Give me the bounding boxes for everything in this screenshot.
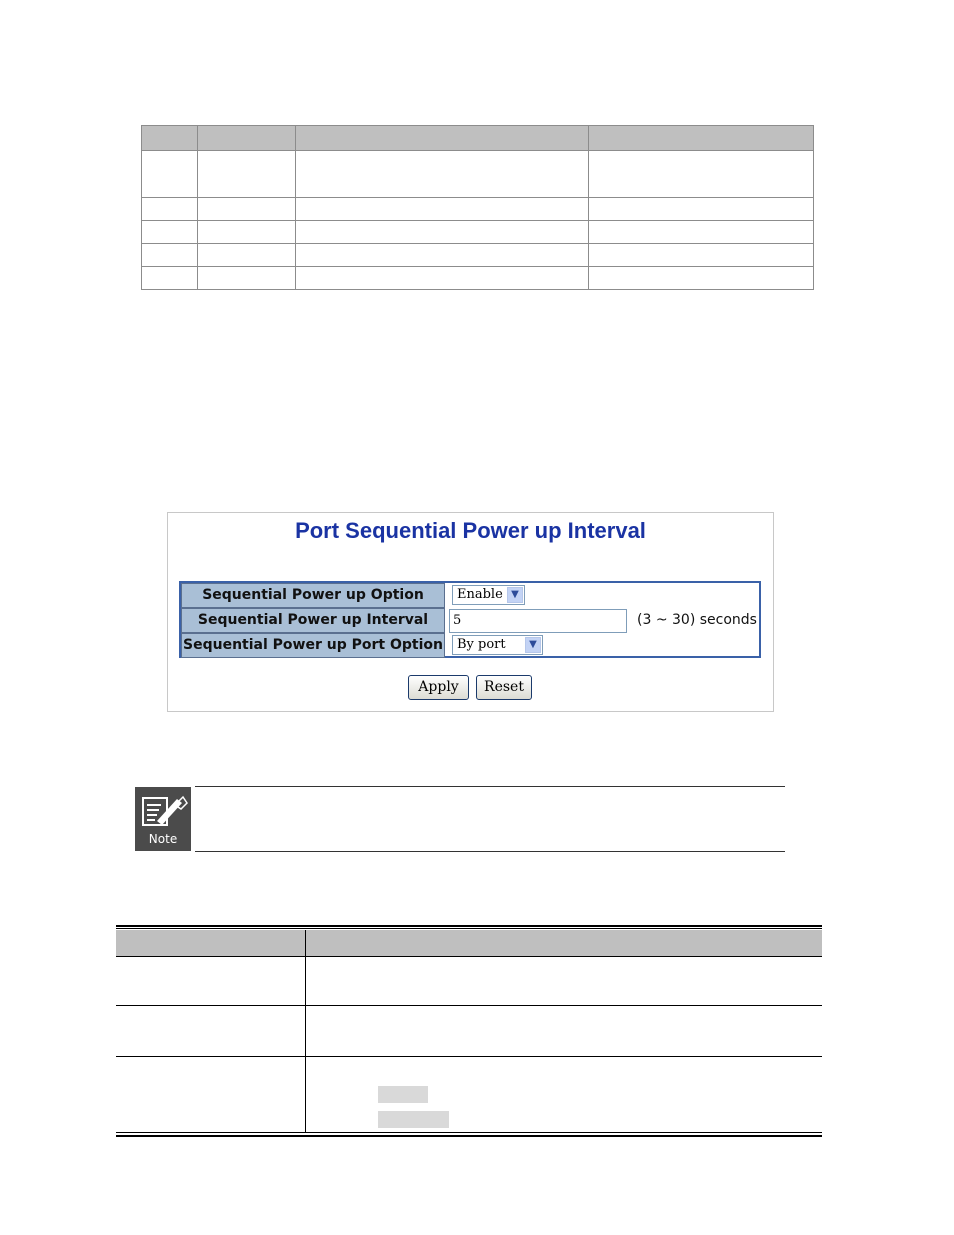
port-option-row bbox=[181, 633, 759, 658]
interval-label: Sequential Power up Interval bbox=[181, 608, 445, 633]
header-bottom-rule bbox=[116, 956, 822, 957]
column-divider bbox=[305, 930, 306, 1133]
interval-input[interactable]: 5 bbox=[449, 609, 627, 633]
interval-unit: (3 ~ 30) seconds bbox=[637, 612, 757, 628]
option-select[interactable] bbox=[452, 585, 525, 605]
table-row bbox=[142, 244, 814, 267]
description-table bbox=[116, 925, 822, 1137]
note-icon bbox=[135, 787, 191, 851]
option-select-value: Enable bbox=[457, 587, 503, 602]
config-table bbox=[179, 581, 761, 658]
table-row bbox=[142, 151, 814, 198]
description-table-header bbox=[116, 930, 822, 956]
row-divider bbox=[116, 1005, 822, 1006]
chevron-down-icon: ▼ bbox=[507, 587, 523, 603]
reset-button[interactable]: Reset bbox=[476, 675, 532, 700]
table-top-rule bbox=[116, 925, 822, 929]
table-row bbox=[142, 198, 814, 221]
highlight-mark bbox=[378, 1111, 449, 1128]
note-icon-label: Note bbox=[148, 832, 178, 846]
table-bottom-rule bbox=[116, 1132, 822, 1137]
port-option-select[interactable] bbox=[452, 635, 543, 655]
note-top-rule bbox=[195, 786, 785, 787]
option-label: Sequential Power up Option bbox=[181, 583, 445, 608]
row-divider bbox=[116, 1056, 822, 1057]
table-row bbox=[142, 267, 814, 290]
chevron-down-icon: ▼ bbox=[525, 637, 541, 653]
note-bottom-rule bbox=[195, 851, 785, 852]
interval-row bbox=[181, 608, 759, 633]
table-row bbox=[142, 221, 814, 244]
highlight-mark bbox=[378, 1086, 428, 1103]
panel-title: Port Sequential Power up Interval bbox=[295, 518, 646, 543]
option-row bbox=[181, 583, 759, 608]
apply-button[interactable]: Apply bbox=[408, 675, 469, 700]
port-option-label: Sequential Power up Port Option bbox=[181, 633, 445, 658]
top-table bbox=[141, 125, 814, 290]
port-option-select-value: By port bbox=[457, 637, 506, 652]
sequential-power-panel bbox=[167, 512, 774, 712]
top-table-header-row bbox=[142, 126, 814, 151]
